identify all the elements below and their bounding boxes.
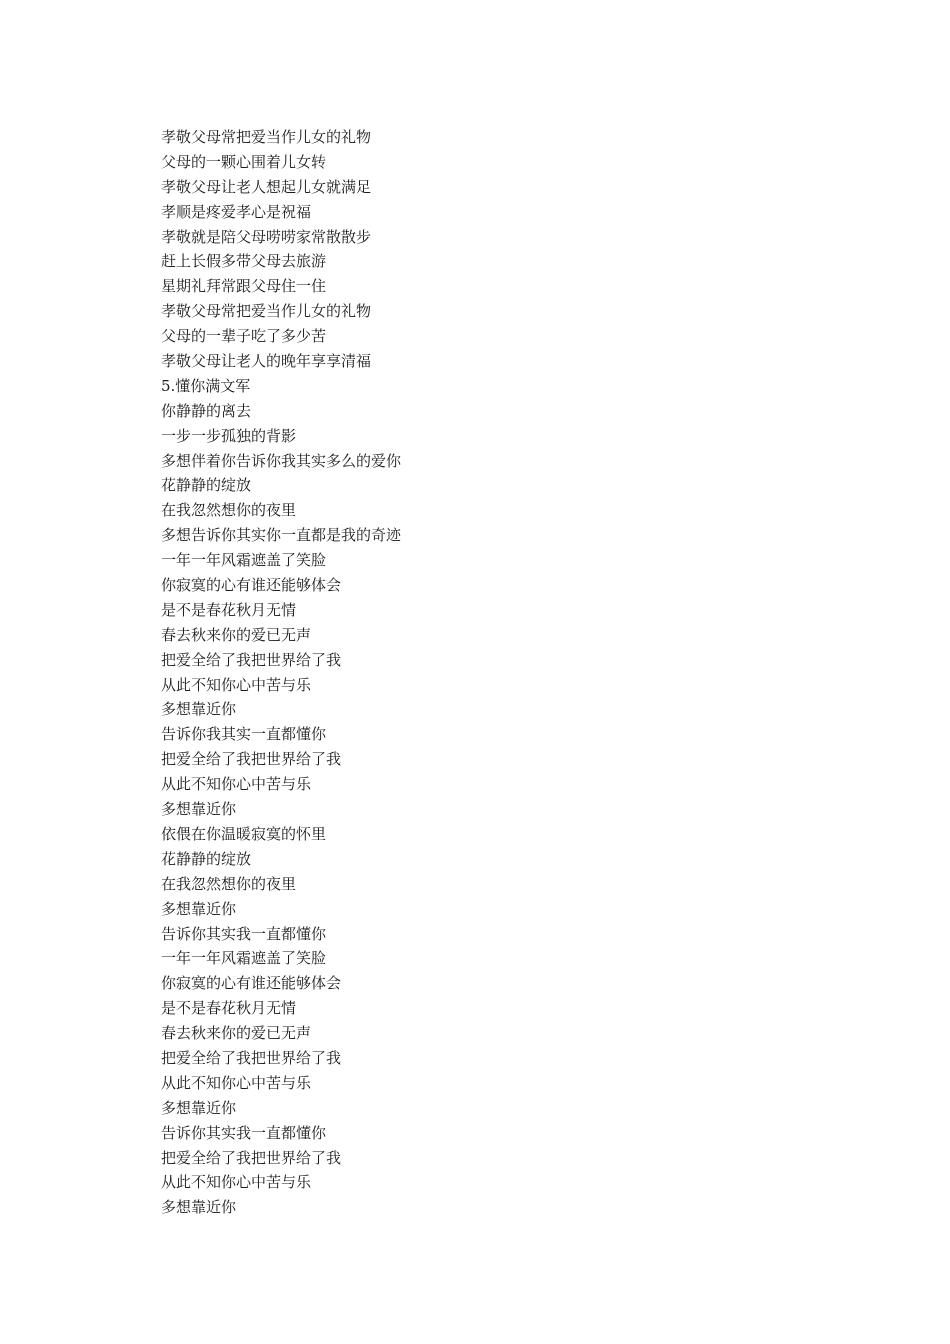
text-line: 一年一年风霜遮盖了笑脸 [161,949,327,968]
text-line: 星期礼拜常跟父母住一住 [161,277,327,296]
text-line: 告诉你我其实一直都懂你 [161,725,327,744]
text-line: 多想靠近你 [161,1098,237,1117]
text-line: 孝敬父母常把爱当作儿女的礼物 [161,302,372,321]
text-line: 孝顺是疼爱孝心是祝福 [161,202,312,221]
text-line: 孝敬父母让老人的晚年享享清福 [161,352,372,371]
text-line: 从此不知你心中苦与乐 [161,675,312,694]
text-line: 在我忽然想你的夜里 [161,501,297,520]
text-line: 多想告诉你其实你一直都是我的奇迹 [161,526,402,545]
text-line: 一年一年风霜遮盖了笑脸 [161,551,327,570]
text-line: 春去秋来你的爱已无声 [161,1024,312,1043]
text-line: 告诉你其实我一直都懂你 [161,1123,327,1142]
text-line: 是不是春花秋月无情 [161,999,297,1018]
text-line: 花静静的绽放 [161,476,252,495]
text-line: 孝敬父母常把爱当作儿女的礼物 [161,128,372,146]
section-heading: 5.懂你满文军 [161,376,251,395]
text-line: 孝敬父母让老人想起儿女就满足 [161,177,372,196]
text-line: 父母的一辈子吃了多少苦 [161,327,327,346]
text-line: 你静静的离去 [161,401,252,420]
text-line: 父母的一颗心围着儿女转 [161,152,327,171]
lyrics-text-block [161,125,401,1220]
text-line: 把爱全给了我把世界给了我 [161,1148,342,1167]
text-line: 告诉你其实我一直都懂你 [161,924,327,943]
text-line: 多想靠近你 [161,800,237,819]
text-line: 是不是春花秋月无情 [161,600,297,619]
text-line: 把爱全给了我把世界给了我 [161,1048,342,1067]
text-line: 一步一步孤独的背影 [161,426,297,445]
text-line: 从此不知你心中苦与乐 [161,775,312,794]
text-line: 多想靠近你 [161,899,237,918]
text-line: 孝敬就是陪父母唠唠家常散散步 [161,227,372,246]
text-line: 把爱全给了我把世界给了我 [161,650,342,669]
text-line: 多想靠近你 [161,1198,237,1217]
text-line: 你寂寞的心有谁还能够体会 [161,974,342,993]
text-line: 你寂寞的心有谁还能够体会 [161,576,342,595]
text-line: 春去秋来你的爱已无声 [161,625,312,644]
text-line: 多想靠近你 [161,700,237,719]
text-line: 多想伴着你告诉你我其实多么的爱你 [161,451,402,470]
text-line: 从此不知你心中苦与乐 [161,1073,312,1092]
text-line: 花静静的绽放 [161,849,252,868]
text-line: 把爱全给了我把世界给了我 [161,750,342,769]
text-line: 在我忽然想你的夜里 [161,874,297,893]
text-line: 赶上长假多带父母去旅游 [161,252,327,271]
text-line: 依偎在你温暖寂寞的怀里 [161,824,327,843]
text-line: 从此不知你心中苦与乐 [161,1173,312,1192]
